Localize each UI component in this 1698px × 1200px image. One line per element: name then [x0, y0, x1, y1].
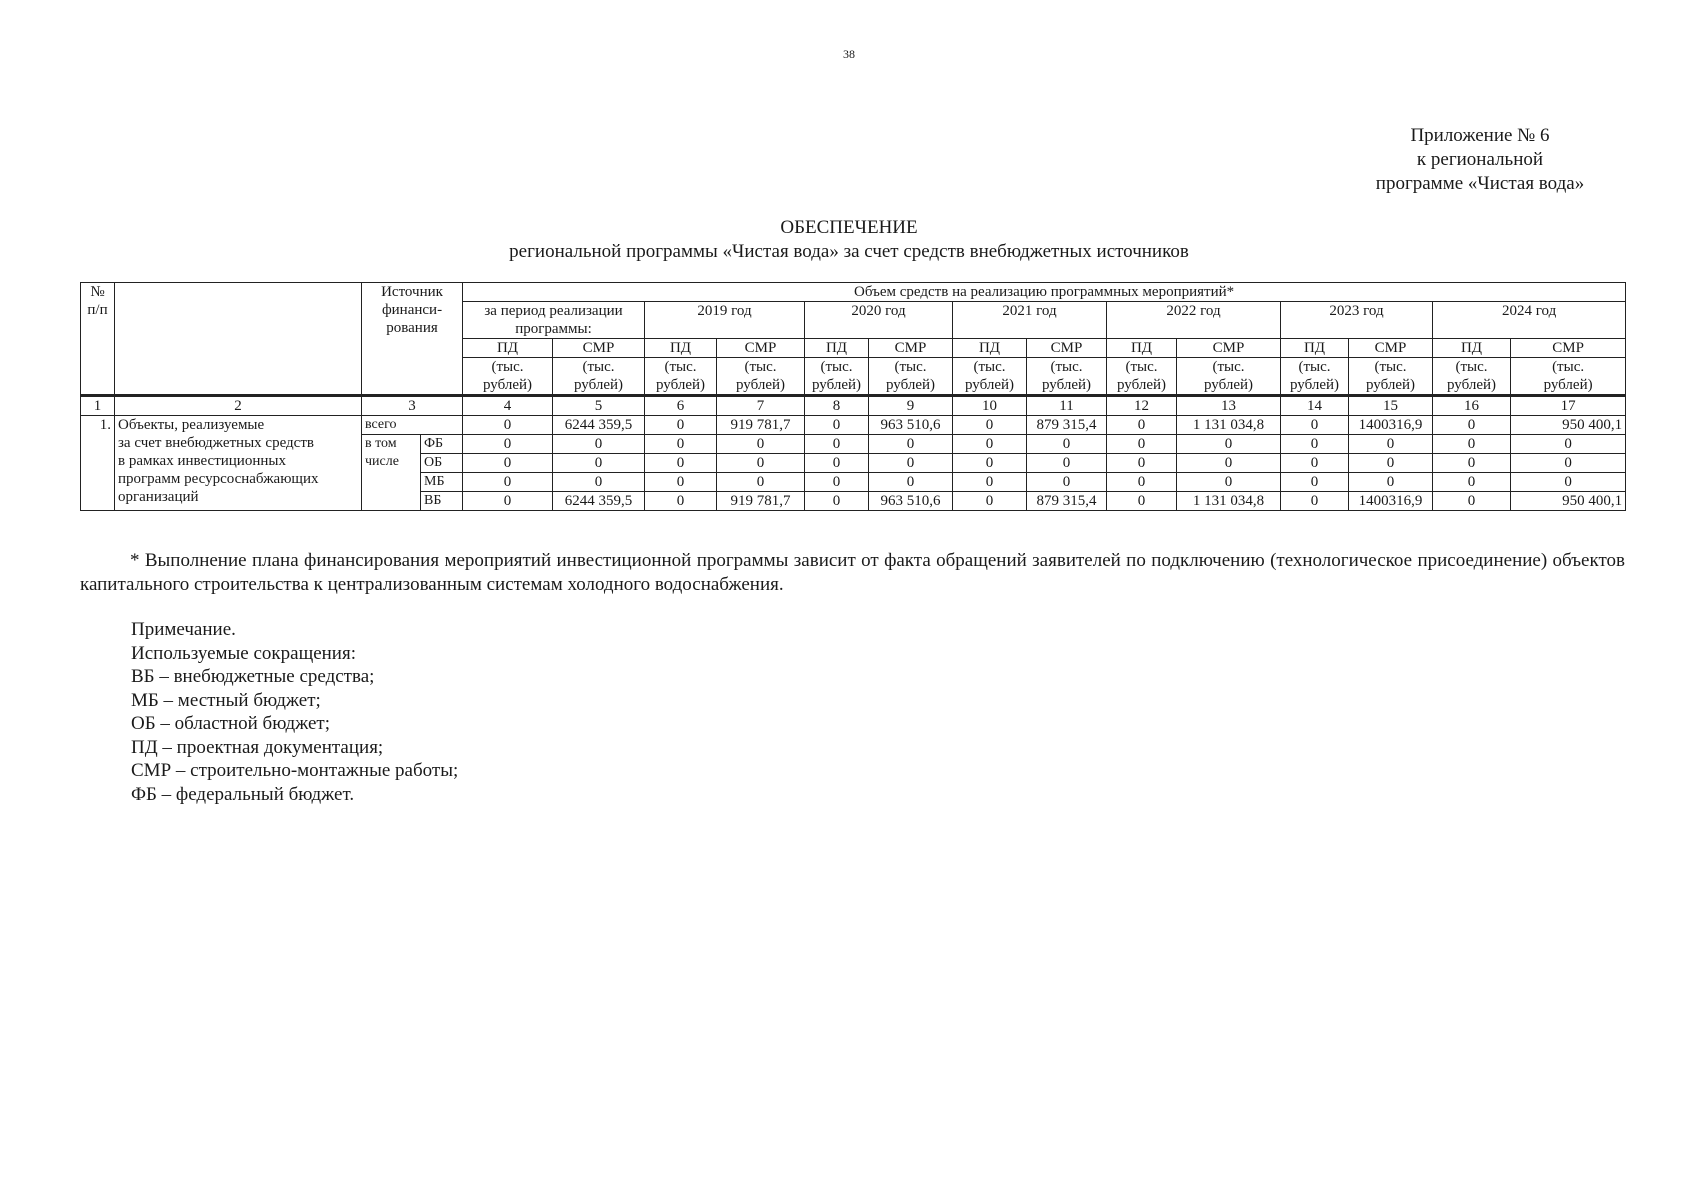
object-description: Объекты, реализуемые за счет внебюджетных средств в рамках инвестиционных программ ресурсоснабжающих организаций: [115, 416, 362, 511]
header-unit: (тыс. рублей): [553, 358, 645, 396]
value-cell: 0: [805, 435, 869, 454]
page-number: 38: [843, 47, 855, 61]
column-number: 16: [1433, 396, 1511, 416]
header-year: 2021 год: [953, 302, 1107, 339]
header-unit: (тыс. рублей): [953, 358, 1027, 396]
value-cell: 0: [953, 435, 1027, 454]
value-cell: 0: [1349, 473, 1433, 492]
value-cell: 0: [953, 492, 1027, 511]
header-unit: (тыс. рублей): [1027, 358, 1107, 396]
column-number: 1: [81, 396, 115, 416]
note-line: ФБ – федеральный бюджет.: [131, 783, 355, 805]
value-cell: 0: [1433, 492, 1511, 511]
value-cell: 0: [1511, 435, 1626, 454]
header-unit: (тыс. рублей): [463, 358, 553, 396]
value-cell: 0: [869, 454, 953, 473]
header-unit: (тыс. рублей): [1107, 358, 1177, 396]
header-volume: Объем средств на реализацию программных мероприятий*: [463, 283, 1626, 302]
header-year: 2020 год: [805, 302, 953, 339]
value-cell: 6244 359,5: [553, 416, 645, 435]
item-number: 1.: [81, 416, 115, 511]
value-cell: 963 510,6: [869, 416, 953, 435]
footnote: * Выполнение плана финансирования мероприятий инвестиционной программы зависит от факта обращений заявителей по подключению (технологическое присоединение) объектов капитального строительства к централизованным системам холодного водоснабжения.: [80, 550, 1625, 595]
value-cell: 0: [645, 435, 717, 454]
value-cell: 0: [805, 416, 869, 435]
data-row: [81, 416, 1626, 435]
header-pd: ПД: [1107, 339, 1177, 358]
value-cell: 0: [645, 416, 717, 435]
column-number: 8: [805, 396, 869, 416]
document-title: [0, 216, 1698, 264]
header-year: 2019 год: [645, 302, 805, 339]
value-cell: 919 781,7: [717, 416, 805, 435]
appendix-line-1: Приложение № 6: [1410, 125, 1550, 146]
value-cell: 0: [717, 454, 805, 473]
appendix-heading: [1330, 124, 1630, 196]
value-cell: 0: [463, 454, 553, 473]
value-cell: 0: [553, 454, 645, 473]
value-cell: 0: [1027, 454, 1107, 473]
header-object: [115, 283, 362, 396]
value-cell: 0: [1107, 416, 1177, 435]
value-cell: 0: [805, 473, 869, 492]
value-cell: 0: [645, 492, 717, 511]
value-cell: 0: [1511, 473, 1626, 492]
header-unit: (тыс. рублей): [1177, 358, 1281, 396]
header-unit: (тыс. рублей): [1511, 358, 1626, 396]
value-cell: 1 131 034,8: [1177, 416, 1281, 435]
note-line: ВБ – внебюджетные средства;: [131, 666, 375, 687]
value-cell: 0: [805, 492, 869, 511]
value-cell: 919 781,7: [717, 492, 805, 511]
value-cell: 0: [463, 435, 553, 454]
column-number: 10: [953, 396, 1027, 416]
column-number: 17: [1511, 396, 1626, 416]
header-pd: ПД: [805, 339, 869, 358]
source-code: ВБ: [421, 492, 463, 511]
value-cell: 879 315,4: [1027, 492, 1107, 511]
value-cell: 0: [645, 473, 717, 492]
header-pd: ПД: [645, 339, 717, 358]
value-cell: 0: [1107, 473, 1177, 492]
header-year: 2023 год: [1281, 302, 1433, 339]
appendix-line-3: программе «Чистая вода»: [1375, 173, 1585, 194]
note-line: СМР – строительно-монтажные работы;: [131, 760, 459, 781]
value-cell: 0: [1281, 435, 1349, 454]
header-smr: СМР: [553, 339, 645, 358]
column-number: 11: [1027, 396, 1107, 416]
value-cell: 0: [1107, 435, 1177, 454]
num-row: [81, 396, 1626, 416]
value-cell: 0: [553, 473, 645, 492]
source-code: МБ: [421, 473, 463, 492]
value-cell: 0: [1433, 473, 1511, 492]
value-cell: 0: [553, 435, 645, 454]
value-cell: 0: [463, 473, 553, 492]
value-cell: 0: [869, 435, 953, 454]
value-cell: 0: [463, 492, 553, 511]
note-heading: Примечание.: [131, 619, 236, 640]
value-cell: 0: [1177, 473, 1281, 492]
value-cell: 963 510,6: [869, 492, 953, 511]
note-line: ПД – проектная документация;: [131, 736, 384, 758]
value-cell: 1400316,9: [1349, 416, 1433, 435]
value-cell: 0: [805, 454, 869, 473]
header-smr: СМР: [1511, 339, 1626, 358]
note-line: МБ – местный бюджет;: [131, 689, 321, 711]
funding-table: [80, 282, 1626, 511]
header-pd: ПД: [463, 339, 553, 358]
value-cell: 0: [717, 435, 805, 454]
value-cell: 0: [869, 473, 953, 492]
header-year: 2022 год: [1107, 302, 1281, 339]
header-unit: (тыс. рублей): [869, 358, 953, 396]
value-cell: 0: [953, 454, 1027, 473]
header-unit: (тыс. рублей): [717, 358, 805, 396]
header-year: 2024 год: [1433, 302, 1626, 339]
value-cell: 0: [1511, 454, 1626, 473]
note-line: ОБ – областной бюджет;: [131, 713, 331, 734]
header-smr: СМР: [717, 339, 805, 358]
header-unit: (тыс. рублей): [1349, 358, 1433, 396]
value-cell: 0: [1281, 416, 1349, 435]
header-pd: ПД: [1433, 339, 1511, 358]
value-cell: 0: [1433, 435, 1511, 454]
value-cell: 0: [717, 473, 805, 492]
value-cell: 950 400,1: [1511, 492, 1626, 511]
value-cell: 6244 359,5: [553, 492, 645, 511]
value-cell: 0: [953, 416, 1027, 435]
header-num: № п/п: [81, 283, 115, 396]
source-total: всего: [362, 416, 463, 435]
value-cell: 0: [1281, 492, 1349, 511]
header-smr: СМР: [1177, 339, 1281, 358]
column-number: 6: [645, 396, 717, 416]
column-number: 3: [362, 396, 463, 416]
source-code: ОБ: [421, 454, 463, 473]
value-cell: 0: [1281, 454, 1349, 473]
header-row: [81, 283, 1626, 302]
value-cell: 0: [1027, 435, 1107, 454]
value-cell: 0: [1177, 454, 1281, 473]
appendix-line-2: к региональной: [1416, 149, 1544, 170]
value-cell: 0: [1177, 435, 1281, 454]
value-cell: 0: [1107, 492, 1177, 511]
column-number: 2: [115, 396, 362, 416]
value-cell: 879 315,4: [1027, 416, 1107, 435]
header-unit: (тыс. рублей): [645, 358, 717, 396]
abbreviations-note: [131, 618, 1031, 806]
header-smr: СМР: [1349, 339, 1433, 358]
header-unit: (тыс. рублей): [805, 358, 869, 396]
value-cell: 0: [1027, 473, 1107, 492]
value-cell: 0: [1349, 435, 1433, 454]
value-cell: 0: [1281, 473, 1349, 492]
header-source: Источник финанси- рования: [362, 283, 463, 396]
header-unit: (тыс. рублей): [1433, 358, 1511, 396]
header-smr: СМР: [869, 339, 953, 358]
value-cell: 0: [463, 416, 553, 435]
column-number: 7: [717, 396, 805, 416]
column-number: 14: [1281, 396, 1349, 416]
note-line: Используемые сокращения:: [131, 642, 356, 664]
source-code: ФБ: [421, 435, 463, 454]
column-number: 13: [1177, 396, 1281, 416]
value-cell: 0: [1433, 416, 1511, 435]
column-number: 5: [553, 396, 645, 416]
column-number: 15: [1349, 396, 1433, 416]
column-number: 4: [463, 396, 553, 416]
value-cell: 0: [645, 454, 717, 473]
value-cell: 0: [1433, 454, 1511, 473]
value-cell: 0: [1349, 454, 1433, 473]
value-cell: 1 131 034,8: [1177, 492, 1281, 511]
title-sub: региональной программы «Чистая вода» за счет средств внебюджетных источников: [509, 241, 1189, 262]
header-unit: (тыс. рублей): [1281, 358, 1349, 396]
column-number: 9: [869, 396, 953, 416]
value-cell: 1400316,9: [1349, 492, 1433, 511]
title-main: ОБЕСПЕЧЕНИЕ: [780, 217, 918, 238]
value-cell: 0: [953, 473, 1027, 492]
column-number: 12: [1107, 396, 1177, 416]
header-pd: ПД: [1281, 339, 1349, 358]
header-pd: ПД: [953, 339, 1027, 358]
value-cell: 950 400,1: [1511, 416, 1626, 435]
header-smr: СМР: [1027, 339, 1107, 358]
header-period: за период реализации программы:: [463, 302, 645, 339]
value-cell: 0: [1107, 454, 1177, 473]
source-including: в том числе: [362, 435, 421, 511]
